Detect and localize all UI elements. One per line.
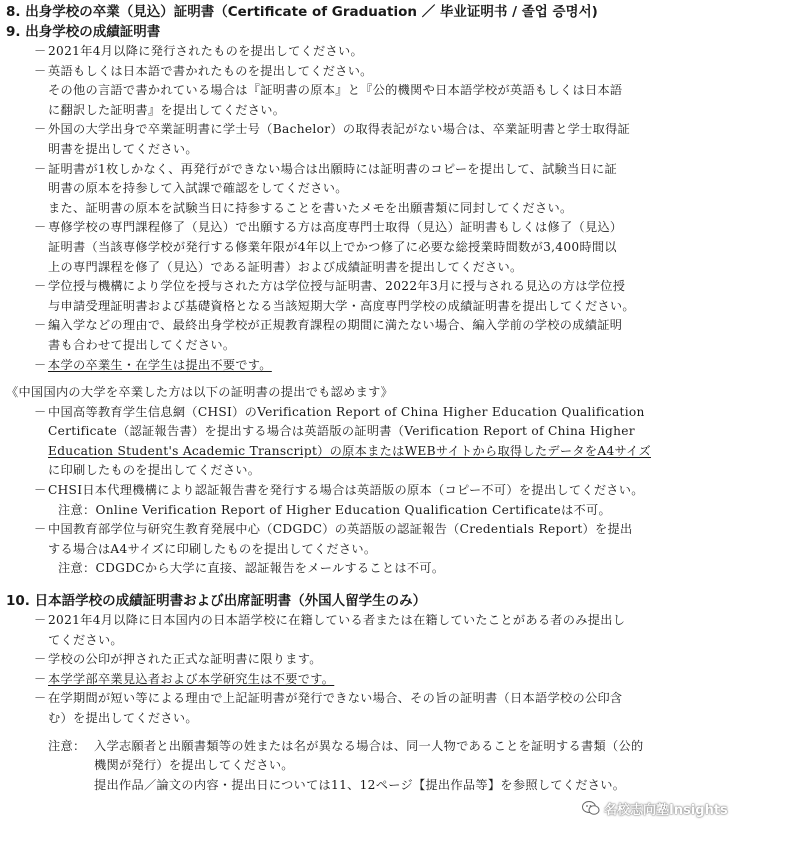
watermark	[582, 798, 728, 818]
list-item: － 2021年4月以降に日本国内の日本語学校に在籍している者または在籍していたことがある者のみ提出し てください。	[34, 613, 626, 647]
note-item: 提出作品／論文の内容・提出日については11、12ページ【提出作品等】を参照してください。	[94, 777, 626, 792]
list-item: － 証明書が1枚しかなく、再発行ができない場合は出願時には証明書のコピーを提出して、試験当日に証 明書の原本を持参して入試課で確認をしてください。 また、証明書の原本を試験当日に持参することを書いたメモを出願書類に同封してください。	[34, 161, 618, 215]
section-9-list	[6, 42, 784, 375]
section-10-heading: 10. 日本語学校の成績証明書および出席証明書（外国人留学生のみ）	[6, 593, 427, 610]
list-item-chsi: － 中国高等教育学生信息網（CHSI）のVerification Report of China Higher Education Qualification Certificate（認証報告書）を提出する場合は英語版の証明書（Verification Report of China Higher Education Student's Academic Transcript）の原本またはWEBサイトから取得したデータをA4サイズ に印刷したものを提出してください。	[34, 404, 651, 478]
chat-bubble-icon	[582, 800, 600, 816]
list-item: － 2021年4月以降に発行されたものを提出してください。	[34, 44, 363, 58]
list-item: － 学校の公印が押された正式な証明書に限ります。	[34, 652, 322, 667]
notes-label: 注意：	[48, 738, 86, 753]
list-item: － 本学の卒業生・在学生は提出不要です。	[34, 357, 272, 372]
china-list	[6, 403, 784, 579]
section-9-heading: 9. 出身学校の成績証明書	[6, 24, 161, 40]
chsi-japan-note: 注意：Online Verification Report of Higher Education Qualification Certificateは不可。	[58, 502, 612, 517]
list-item: － 英語もしくは日本語で書かれたものを提出してください。 その他の言語で書かれている場合は『証明書の原本』と『公的機関や日本語学校が英語もしくは日本語 に翻訳した証明書』を提出してください。	[34, 63, 623, 117]
list-item: － 編入学などの理由で、最終出身学校が正規教育課程の期間に満たない場合、編入学前の学校の成績証明 書も合わせて提出してください。	[34, 318, 623, 352]
cdgdc-note: 注意：CDGDCから大学に直接、認証報告をメールすることは不可。	[58, 561, 445, 576]
list-item: － 外国の大学出身で卒業証明書に学士号（Bachelor）の取得表記がない場合は、卒業証明書と学士取得証 明書を提出してください。	[34, 122, 631, 156]
watermark-text: 名校志向塾Insights	[604, 802, 728, 818]
notes-block	[6, 737, 784, 796]
list-item: － 学位授与機構により学位を授与された方は学位授与証明書、2022年3月に授与される見込の方は学位授 与申請受理証明書および基礎資格となる当該短期大学・高度専門学校の成績証明書を提出してください。	[34, 279, 635, 313]
list-item: － 在学期間が短い等による理由で上記証明書が発行できない場合、その旨の証明書（日本語学校の公印含 む）を提出してください。	[34, 691, 623, 725]
list-item: － 本学学部卒業見込者および本学研究生は不要です。	[34, 671, 335, 686]
list-item-cdgdc: － 中国教育部学位与研究生教育発展中心（CDGDC）の英語版の認証報告（Credentials Report）を提出 する場合はA4サイズに印刷したものを提出してください。	[34, 522, 633, 556]
note-item: 入学志願者と出願書類等の姓または名が異なる場合は、同一人物であることを証明する書類（公的 機関が発行）を提出してください。	[94, 738, 644, 773]
section-10-list	[6, 611, 784, 729]
list-item-chsi-japan: － CHSI日本代理機構により認証報告書を発行する場合は英語版の原本（コピー不可）を提出してください。	[34, 483, 644, 498]
section-8-heading: 8. 出身学校の卒業（見込）証明書（Certificate of Graduation ／ 毕业证明书 / 졸업 증명서)	[6, 4, 598, 20]
list-item: － 専修学校の専門課程修了（見込）で出願する方は高度専門士取得（見込）証明書もしくは修了（見込） 証明書（当該専修学校が発行する修業年限が4年以上でかつ修了に必要な総授業時間数が3,400時間以 上の専門課程を修了（見込）である証明書）および成績証明書を提出してください。	[34, 220, 623, 274]
china-note-heading: 《中国国内の大学を卒業した方は以下の証明書の提出でも認めます》	[6, 385, 394, 400]
